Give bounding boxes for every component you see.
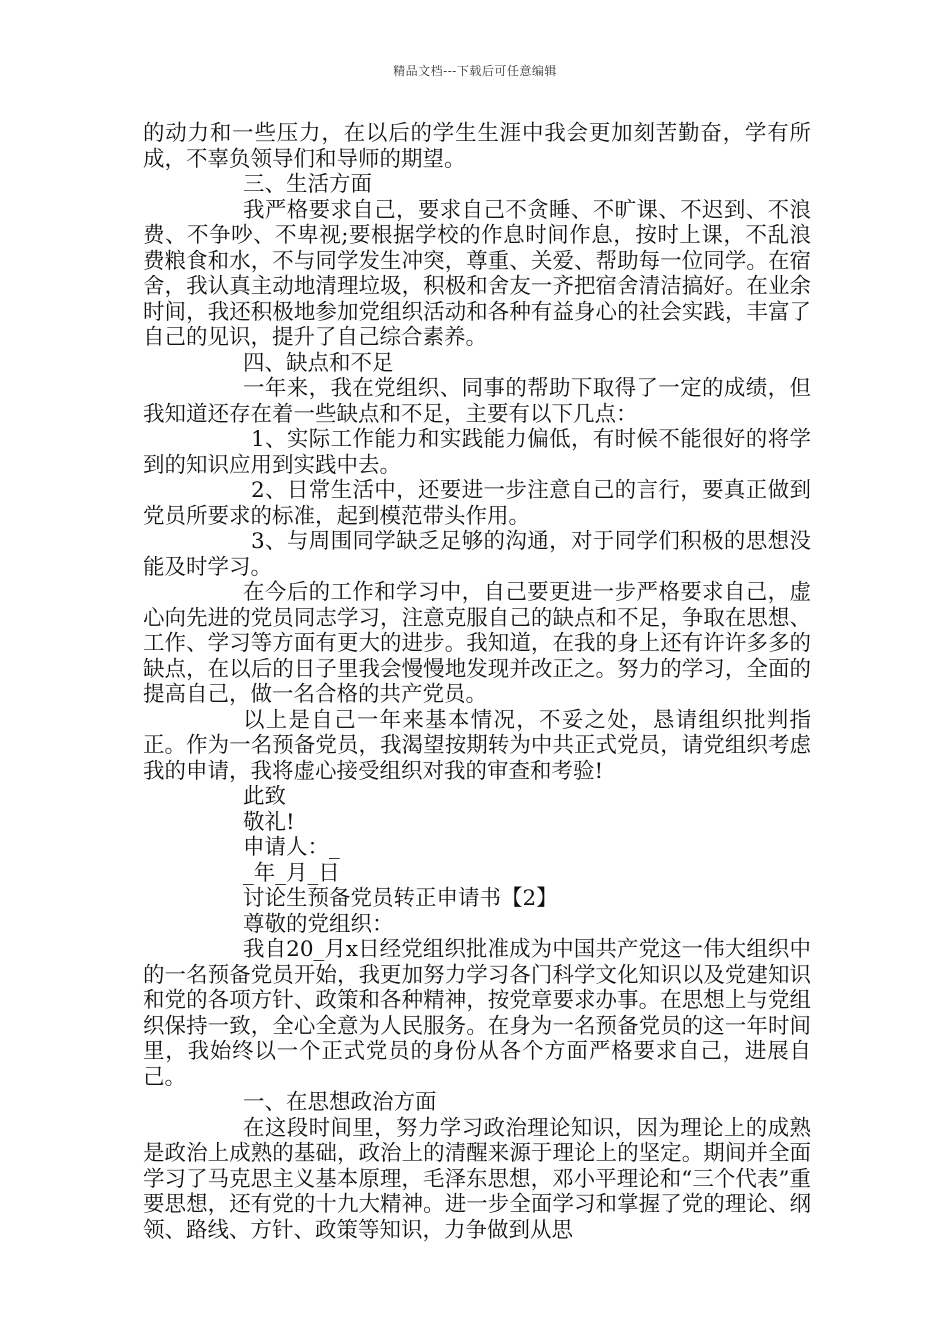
paragraph: 我自20_月x日经党组织批准成为中国共产党这一伟大组织中的一名预备党员开始，我更加努力学习各门科学文化知识以及党建知识和党的各项方针、政策和各种精神，按党章要求办事。在思想上与党组织保持一致，全心全意为人民服务。在身为一名预备党员的这一年时间里，我始终以一个正式党员的身份从各个方面严格要求自己，进展自己。	[143, 937, 811, 1090]
list-item: 2、日常生活中，还要进一步注意自己的言行，要真正做到党员所要求的标准，起到模范带头作用。	[143, 478, 811, 529]
applicant-line: 申请人：_	[243, 835, 340, 860]
paragraph: 在今后的工作和学习中，自己要更进一步严格要求自己，虚心向先进的党员同志学习，注意克服自己的缺点和不足，争取在思想、工作、学习等方面有更大的进步。我知道，在我的身上还有许许多多的缺点，在以后的日子里我会慢慢地发现并改正之。努力的学习，全面的提高自己，做一名合格的共产党员。	[143, 580, 811, 707]
paragraph: 一年来，我在党组织、同事的帮助下取得了一定的成绩，但我知道还存在着一些缺点和不足，主要有以下几点：	[143, 376, 811, 427]
document-body	[143, 121, 811, 1243]
closing-line: 此致	[243, 784, 287, 809]
list-item: 3、与周围同学缺乏足够的沟通，对于同学们积极的思想没能及时学习。	[143, 529, 811, 580]
section-heading: 三、生活方面	[243, 172, 373, 197]
document-title: 讨论生预备党员转正申请书【2】	[243, 886, 558, 911]
paragraph: 在这段时间里，努力学习政治理论知识，因为理论上的成熟是政治上成熟的基础，政治上的清醒来源于理论上的坚定。期间并全面学习了马克思主义基本原理，毛泽东思想，邓小平理论和“三个代表”重要思想，还有党的十九大精神。进一步全面学习和掌握了党的理论、纲领、路线、方针、政策等知识，力争做到从思	[143, 1115, 811, 1243]
date-line: _年_月_日	[243, 860, 340, 886]
paragraph: 我严格要求自己，要求自己不贪睡、不旷课、不迟到、不浪费、不争吵、不卑视;要根据学校的作息时间作息，按时上课，不乱浪费粮食和水，不与同学发生冲突，尊重、关爱、帮助每一位同学。在宿舍，我认真主动地清理垃圾，积极和舍友一齐把宿舍清洁搞好。在业余时间，我还积极地参加党组织活动和各种有益身心的社会实践，丰富了自己的见识，提升了自己综合素养。	[143, 197, 811, 350]
section-heading: 四、缺点和不足	[243, 350, 394, 376]
paragraph: 以上是自己一年来基本情况，不妥之处，恳请组织批判指正。作为一名预备党员，我渴望按期转为中共正式党员，请党组织考虑我的申请，我将虚心接受组织对我的审查和考验!	[143, 707, 811, 784]
page-header: 精品文档---下载后可任意编辑	[393, 64, 557, 78]
list-item: 1、实际工作能力和实践能力偏低，有时候不能很好的将学到的知识应用到实践中去。	[143, 427, 811, 478]
section-heading: 一、在思想政治方面	[243, 1090, 437, 1115]
greeting: 尊敬的党组织：	[243, 911, 394, 937]
salutation: 敬礼!	[243, 809, 295, 835]
paragraph: 的动力和一些压力，在以后的学生生涯中我会更加刻苦勤奋，学有所成，不辜负领导们和导师的期望。	[143, 121, 811, 172]
